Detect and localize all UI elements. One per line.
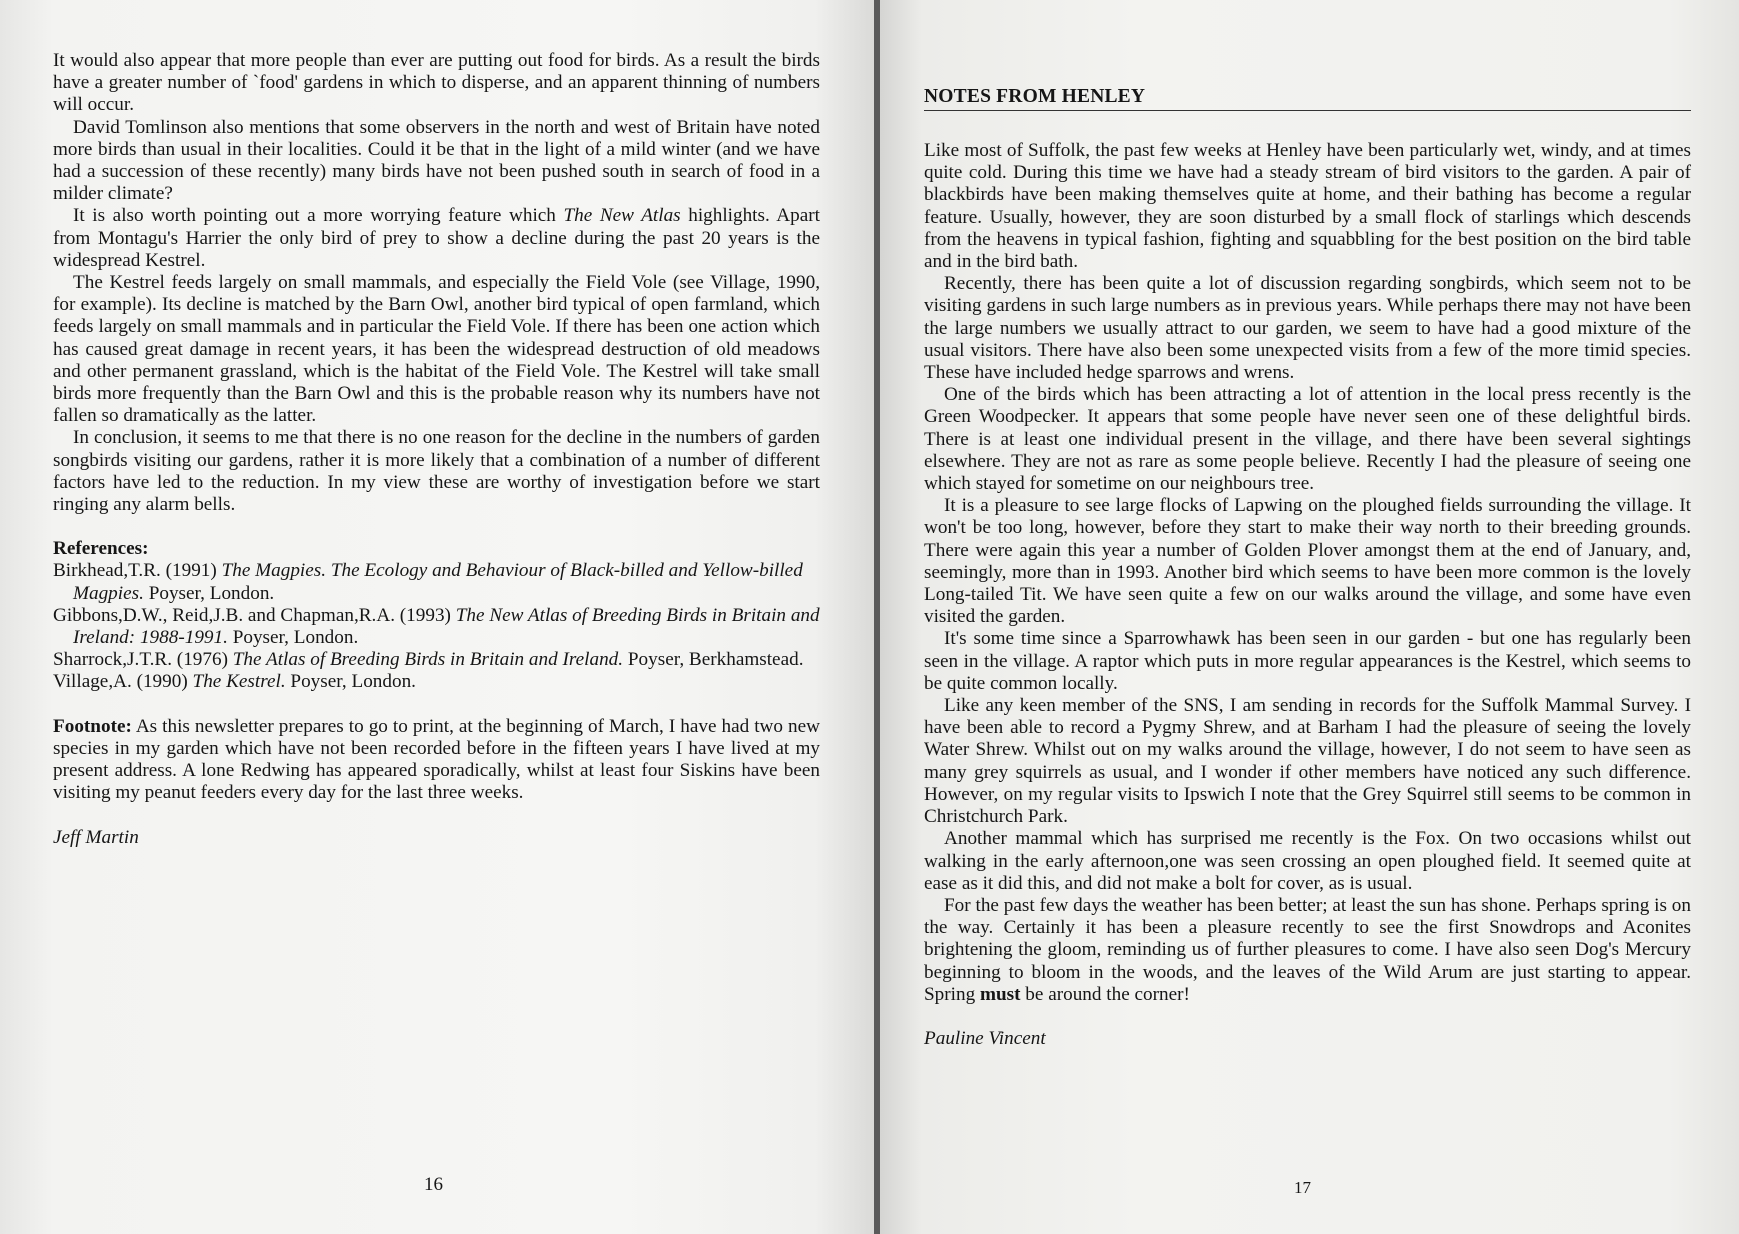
body-paragraph: David Tomlinson also mentions that some observers in the north and west of Britain have noted more birds than usual in their localities. Could it be that in the light of a mild winter (and we have had a succession of these recently) many birds have not been pushed south in search of food in a milder climate? <box>53 116 820 205</box>
body-paragraph: Recently, there has been quite a lot of discussion regarding songbirds, which seem not to be visiting gardens in such large numbers as in previous years. While perhaps there may not have been the large numbers we usually attract to our garden, we seem to have had a good mixture of the usual visitors. There have also been some unexpected visits from a few of the more timid species. These have included hedge sparrows and wrens. <box>924 273 1691 384</box>
page-gutter <box>874 0 880 1234</box>
reference-item <box>53 649 820 671</box>
body-paragraph: It would also appear that more people than ever are putting out food for birds. As a result the birds have a greater number of `food' gardens in which to disperse, and an apparent thinning of numbers will occur. <box>53 50 820 116</box>
reference-authors: Village,A. (1990) <box>53 671 193 693</box>
body-paragraph: In conclusion, it seems to me that there is no one reason for the decline in the numbers of garden songbirds visiting our gardens, rather it is more likely that a combination of a number of different factors have led to the reduction. In my view these are worthy of investigation before we start ringing any alarm bells. <box>53 427 820 516</box>
page-number: 17 <box>1294 1178 1311 1197</box>
publication-title: The New Atlas <box>563 205 681 227</box>
reference-item <box>53 605 820 649</box>
reference-publisher: Poyser, Berkhamstead. <box>623 649 804 671</box>
body-paragraph: It is a pleasure to see large flocks of Lapwing on the ploughed fields surrounding the village. It won't be too long, however, before they start to make their way north to their breeding grounds. There were again this year a number of Golden Plover amongst them at the end of January, and, seemingly, more than in 1993. Another bird which seems to have been more common is the lovely Long-tailed Tit. We have seen quite a few on our walks around the village, and some have even visited the garden. <box>924 495 1691 628</box>
reference-title: The Atlas of Breeding Birds in Britain and Ireland. <box>232 649 624 671</box>
body-paragraph: One of the birds which has been attracting a lot of attention in the local press recently is the Green Woodpecker. It appears that some people have never seen one of these delightful birds. There is at least one individual present in the village, and there have been several sightings elsewhere. They are not as rare as some people believe. Recently I had the pleasure of seeing one which stayed for sometime on our neighbours tree. <box>924 384 1691 495</box>
body-paragraph: Like most of Suffolk, the past few weeks at Henley have been particularly wet, windy, and at times quite cold. During this time we have had a steady stream of bird visitors to the garden. A pair of blackbirds have been making themselves quite at home, and their bathing has become a regular feature. Usually, however, they are soon disturbed by a small flock of starlings which descends from the heavens in typical fashion, fighting and squabbling for the best position on the bird table and in the bird bath. <box>924 140 1691 273</box>
reference-title: The Kestrel. <box>192 671 286 693</box>
emphasis-text: must <box>979 983 1021 1005</box>
reference-item <box>53 671 820 693</box>
footnote <box>53 716 820 805</box>
reference-publisher: Poyser, London. <box>143 582 275 604</box>
paragraph-text: For the past few days the weather has been better; at least the sun has shone. Perhaps spring is on the way. Certainly it has been a pleasure recently to see the first Snowdrops and Aconites brightening the gloom, reminding us of further pleasures to come. I have also seen Dog's Mercury beginning to bloom in the woods, and the leaves of the Wild Arum are just starting to appear. Spring <box>924 894 1691 1005</box>
author-signature: Pauline Vincent <box>924 1027 1046 1049</box>
right-page-body <box>924 140 1691 1050</box>
author-signature: Jeff Martin <box>53 826 139 848</box>
reference-publisher: Poyser, London. <box>227 627 359 649</box>
reference-authors: Sharrock,J.T.R. (1976) <box>53 649 233 671</box>
references-heading: References: <box>53 538 149 560</box>
reference-title: The Magpies. The Ecology and Behaviour of Black-billed and Yellow-billed Magpies. <box>73 560 803 604</box>
left-page-body <box>53 50 820 849</box>
body-paragraph: It's some time since a Sparrowhawk has been seen in our garden - but one has regularly been seen in the village. A raptor which puts in more regular appearances is the Kestrel, which seems to be quite common locally. <box>924 628 1691 694</box>
article-title: NOTES FROM HENLEY <box>924 86 1691 111</box>
body-paragraph-atlas: It is also worth pointing out a more worrying feature which The New Atlas highlights. Apart from Montagu's Harrier the only bird of prey to show a decline during the past 20 years is the widespread Kestrel. <box>53 205 820 271</box>
footnote-label: Footnote: <box>53 715 132 737</box>
paragraph-text: be around the corner! <box>1020 983 1190 1005</box>
body-paragraph: Like any keen member of the SNS, I am sending in records for the Suffolk Mammal Survey. I have been able to record a Pygmy Shrew, and at Barham I had the pleasure of seeing the lovely Water Shrew. Whilst out on my walks around the village, however, I do not seem to have seen as many grey squirrels as usual, and I wonder if other members have noticed any such difference. However, on my regular visits to Ipswich I note that the Grey Squirrel still seems to be common in Christchurch Park. <box>924 695 1691 828</box>
reference-title: The New Atlas of Breeding Birds in Britain and Ireland: 1988-1991. <box>73 604 820 649</box>
reference-publisher: Poyser, London. <box>285 671 416 693</box>
page-number: 16 <box>424 1174 443 1195</box>
reference-authors: Gibbons,D.W., Reid,J.B. and Chapman,R.A. (1993) <box>53 604 456 626</box>
body-paragraph: Another mammal which has surprised me recently is the Fox. On two occasions whilst out walking in the early afternoon,one was seen crossing an open ploughed field. It seemed quite at ease as it did this, and did not make a bolt for cover, as is usual. <box>924 828 1691 894</box>
body-paragraph <box>924 895 1691 1006</box>
references-list <box>53 560 820 693</box>
reference-item <box>53 560 820 604</box>
footnote-text: As this newsletter prepares to go to print, at the beginning of March, I have had two new species in my garden which have not been recorded before in the fifteen years I have lived at my present address. A lone Redwing has appeared sporadically, whilst at least four Siskins have been visiting my peanut feeders every day for the last three weeks. <box>53 715 820 804</box>
reference-authors: Birkhead,T.R. (1991) <box>53 560 222 582</box>
body-paragraph: The Kestrel feeds largely on small mammals, and especially the Field Vole (see Village, 1990, for example). Its decline is matched by the Barn Owl, another bird typical of open farmland, which feeds largely on small mammals and in particular the Field Vole. If there has been one action which has caused great damage in recent years, it has been the widespread destruction of old meadows and other permanent grassland, which is the habitat of the Field Vole. The Kestrel will take small birds more frequently than the Barn Owl and this is the probable reason why its numbers have not fallen so dramatically as the latter. <box>53 272 820 427</box>
